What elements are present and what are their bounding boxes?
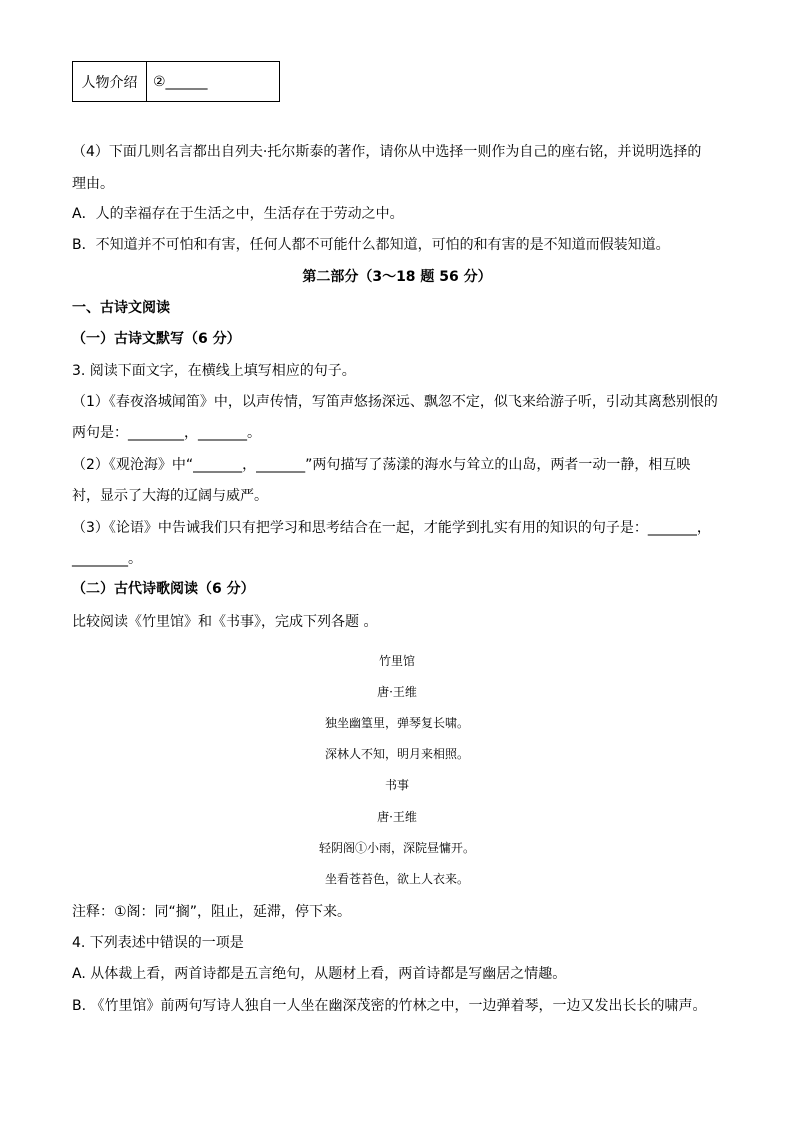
q3-item1-line2: 两句是：________，_______。 xyxy=(72,425,261,441)
q3-item3-line1: （3）《论语》中告诫我们只有把学习和思考结合在一起，才能学到扎实有用的知识的句子是：_______， xyxy=(72,520,711,536)
poem2-author: 唐·王维 xyxy=(377,810,417,824)
table-answer-cell: ②______ xyxy=(153,73,208,90)
info-table xyxy=(72,61,280,102)
q3-item2-line2: 衬，显示了大海的辽阔与威严。 xyxy=(72,488,268,504)
part2-title: 第二部分（3～18 题 56 分） xyxy=(302,269,492,285)
annotation-note: 注释：①阁：同“搁”，阻止，延滞，停下来。 xyxy=(72,904,352,920)
subsection2-title: （二）古代诗歌阅读（6 分） xyxy=(72,581,255,597)
section-title: 一、古诗文阅读 xyxy=(72,300,170,316)
subsection1-title: （一）古诗文默写（6 分） xyxy=(72,331,241,347)
poem1-line1: 独坐幽篁里，弹琴复长啸。 xyxy=(324,716,469,730)
poem1-title: 竹里馆 xyxy=(378,654,415,668)
q4b-option-a: A. 从体裁上看，两首诗都是五言绝句，从题材上看，两首诗都是写幽居之情趣。 xyxy=(72,966,567,982)
poem1-line2: 深林人不知，明月来相照。 xyxy=(324,747,469,761)
q4-option-b: B．不知道并不可怕和有害，任何人都不可能什么都知道，可怕的和有害的是不知道而假装知道。 xyxy=(72,237,670,253)
poem1-author: 唐·王维 xyxy=(377,685,417,699)
q3-item1-line1: （1）《春夜洛城闻笛》中，以声传情，写笛声悠扬深远、飘忽不定，似飞来给游子听，引动其离愁别恨的 xyxy=(72,394,718,410)
table-label-cell: 人物介绍 xyxy=(73,62,147,101)
q4b-option-b: B. 《竹里馆》前两句写诗人独自一人坐在幽深茂密的竹林之中，一边弹着琴，一边又发出长长的啸声。 xyxy=(72,998,707,1014)
q4-line2: 理由。 xyxy=(72,176,114,192)
q3-stem: 3. 阅读下面文字，在横线上填写相应的句子。 xyxy=(72,363,356,379)
q3-item2-line1: （2）《观沧海》中“_______，_______”两句描写了荡漾的海水与耸立的山岛，两者一动一静，相互映 xyxy=(72,457,691,473)
q3-item3-line2: ________。 xyxy=(72,551,142,567)
poem2-title: 书事 xyxy=(384,778,409,792)
reading-intro: 比较阅读《竹里馆》和《书事》，完成下列各题 。 xyxy=(72,614,378,630)
poem2-line1: 轻阴阁①小雨，深院昼慵开。 xyxy=(318,841,475,855)
poem2-line2: 坐看苍苔色，欲上人衣来。 xyxy=(324,872,469,886)
q4b-stem: 4. 下列表述中错误的一项是 xyxy=(72,935,244,951)
q4-option-a: A．人的幸福存在于生活之中，生活存在于劳动之中。 xyxy=(72,206,404,222)
q4-line1: （4）下面几则名言都出自列夫·托尔斯泰的著作，请你从中选择一则作为自己的座右铭，并说明选择的 xyxy=(72,144,702,160)
